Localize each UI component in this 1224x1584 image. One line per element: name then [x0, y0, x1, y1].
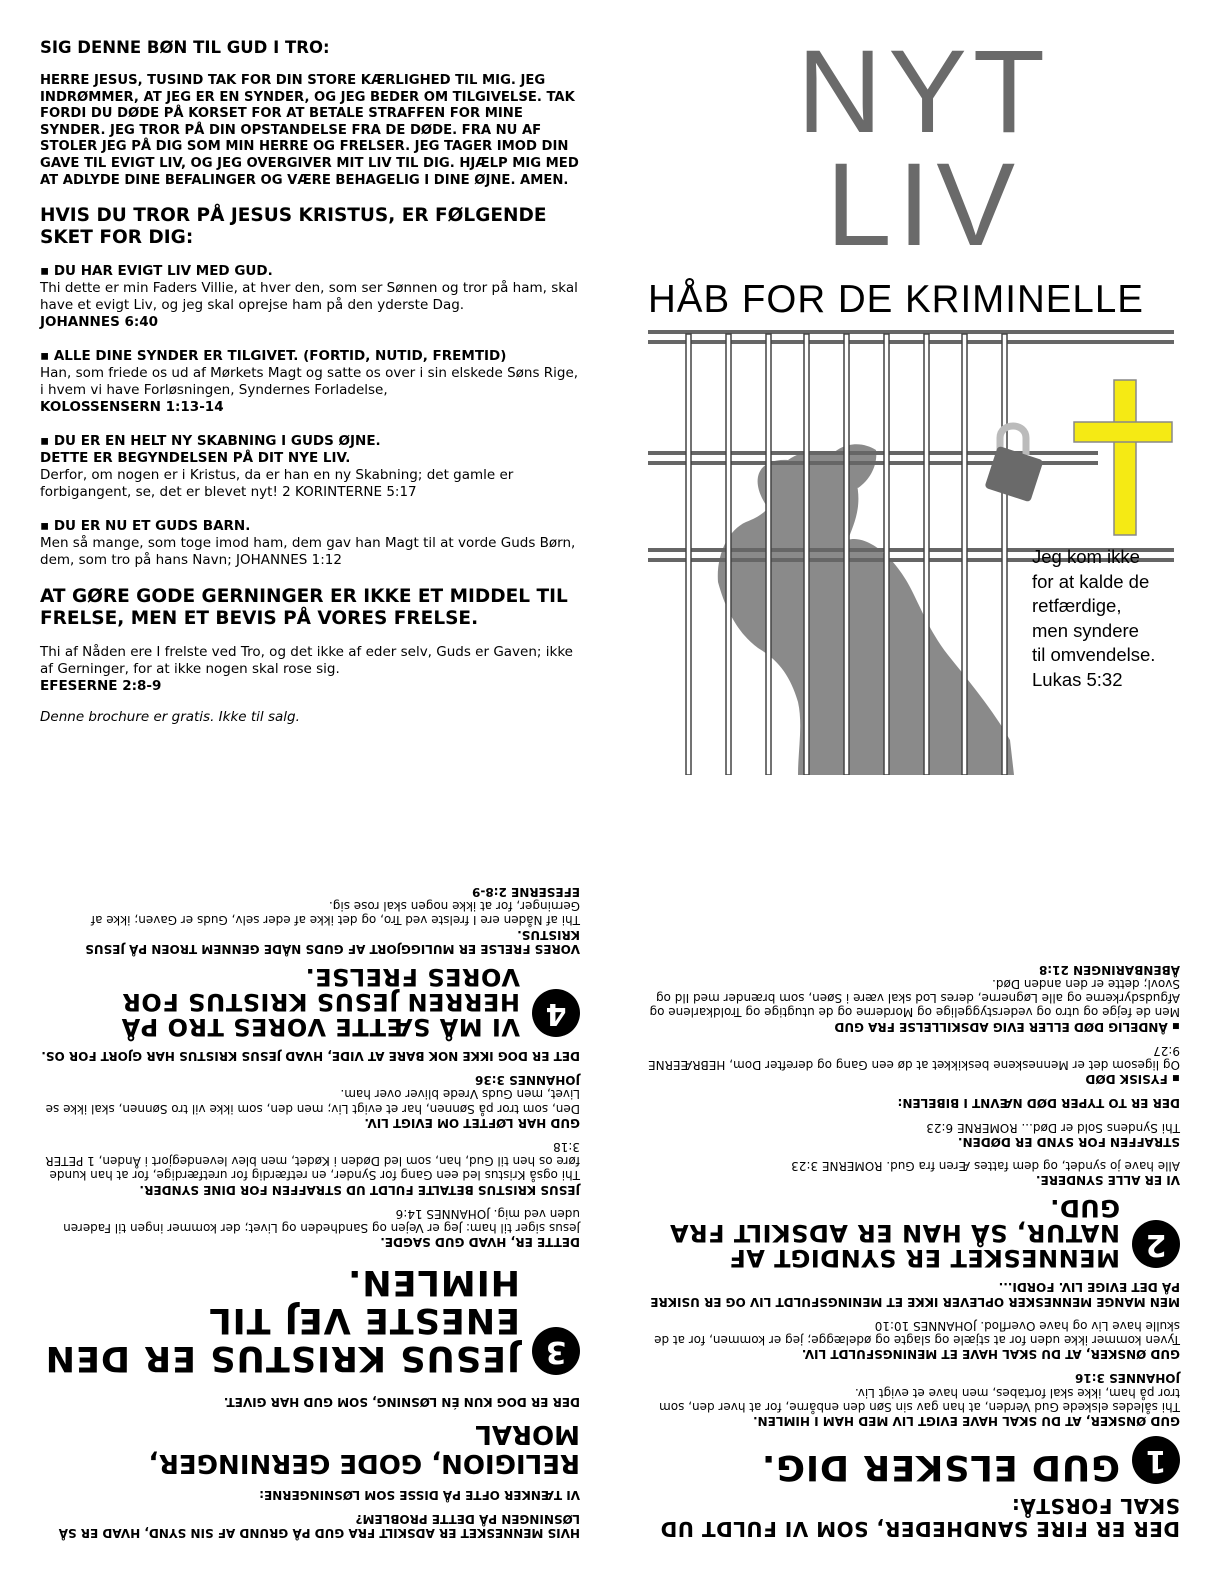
solution-list: RELIGION, GODE GERNINGER, MORAL	[148, 1419, 580, 1479]
section-title: VI MÅ SÆTTE VORES TRO PÅ HERREN JESUS KRISTUS FOR VORES FRELSE.	[121, 962, 520, 1041]
believe-item	[40, 518, 580, 569]
quote-line: til omvendelse.	[1032, 644, 1156, 665]
verse-john-10-10: Tyven kommer ikke uden for at stjæle og slagte og ødelægge; jeg er kommen, for at de skulle have Liv og have Overflod. JOHANNES 10:10	[654, 1318, 1180, 1347]
works-text: Thi af Nåden ere I frelste ved Tro, og det ikke af eder selv, Guds er Gaven; ikke af Gerninger, for at ikke nogen skal rose sig.	[40, 644, 573, 678]
grace-heading: VORES FRELSE ER MULIGGJORT AF GUDS NÅDE GENNEM TROEN PÅ JESUS KRISTUS.	[85, 927, 580, 956]
section-title: MENNESKET ER SYNDIGT AF NATUR, SÅ HAN ER ADSKILT FRA GUD.	[669, 1194, 1120, 1273]
prayer-panel	[40, 38, 580, 725]
believe-item	[40, 433, 580, 501]
panel-solution-upside-down	[40, 805, 580, 1540]
solution-question: HVIS MENNESKET ER ADSKILT FRA GUD PÅ GRUND AF SIN SYND, HVAD ER SÅ LØSNINGEN PÅ DETTE PROBLEM?	[58, 1511, 580, 1540]
section-4	[40, 964, 580, 1039]
solution-think: VI TÆNKER OFTE PÅ DISSE SOM LØSNINGERNE:	[259, 1487, 580, 1502]
prayer-heading: SIG DENNE BØN TIL GUD I TRO:	[40, 38, 330, 57]
believe-item	[40, 348, 580, 416]
verse-1-peter: Thi også Kristus led een Gang for Synder, en retfærdig for uretfærdige, for at han kunde føre os hen til Gud, han, som led Døden i Kødet, men blev levendegjort i Ånden, 1 PETER 3:18	[45, 1139, 580, 1183]
two-deaths: DER ER TO TYPER DØD NÆVNT I BIBELEN:	[897, 1096, 1180, 1111]
verse-john-14-6: Jesus siger til ham: Jeg er Vejen og Sandheden og Livet; der kommer ingen til Faderen uden ved mig. JOHANNES 14:6	[63, 1206, 580, 1235]
verse-ref: JOHANNES 3:36	[475, 1073, 580, 1088]
believe-item-title: ▪ ALLE DINE SYNDER ER TILGIVET. (FORTID, NUTID, FREMTID)	[40, 348, 507, 365]
verse-romans-6-23: Thi Syndens Sold er Død... ROMERNE 6:23	[926, 1120, 1180, 1135]
many-people: MEN MANGE MENNESKER OPLEVER IKKE ET MENINGSFULDT LIV OG ER USIKRE PÅ DET EVIGE LIV. FORDI...	[650, 1280, 1180, 1309]
verse-hebrews: Og ligesom det er Menneskene beskikket at dø een Gang og derefter Dom, HEBRÆERNE 9:27	[648, 1043, 1180, 1072]
meaningful-life: GUD ØNSKER, AT DU SKAL HAVE ET MENINGSFULDT LIV.	[801, 1347, 1180, 1362]
cover-quote	[1032, 545, 1192, 692]
section-title: GUD ELSKER DIG.	[760, 1447, 1120, 1487]
quote-line: men syndere	[1032, 619, 1139, 641]
believe-item-ref: JOHANNES 6:40	[40, 314, 159, 331]
believe-heading: HVIS DU TROR PÅ JESUS KRISTUS, ER FØLGENDE SKET FOR DIG:	[40, 205, 547, 249]
works-heading: AT GØRE GODE GERNINGER ER IKKE ET MIDDEL TIL FRELSE, MEN ET BEVIS PÅ VORES FRELSE.	[40, 586, 568, 630]
god-said: DETTE ER, HVAD GUD SAGDE.	[380, 1235, 580, 1250]
cover-title-line2: LIV	[826, 139, 1022, 271]
solution-only-one: DER ER DOG KUN ÉN LØSNING, SOM GUD HAR GIVET.	[223, 1395, 580, 1410]
quote-line: for at kalde de	[1032, 570, 1150, 592]
section-1	[640, 1436, 1180, 1486]
verse-john-3-36: Den, som tror på Sønnen, har et evigt Liv; men den, som ikke vil tro Sønnen, skal ikke se Livet, men Guds Vrede bliver over ham.	[45, 1087, 580, 1116]
prisoner-figure	[718, 444, 1014, 775]
section-title: JESUS KRISTUS ER DEN ENESTE VEJ TIL HIMLEN.	[44, 1262, 520, 1379]
section-3	[40, 1263, 580, 1377]
believe-item-text: Derfor, om nogen er i Kristus, da er han en ny Skabning; det gamle er forbigangent, se, det er blevet nyt! 2 KORINTERNE 5:17	[40, 467, 514, 501]
panel-truths-upside-down	[640, 850, 1180, 1540]
verse-revelation: Men de fejge og utro og vederstyggelige og Morderne og de utugtige og Troldkarlene og Afgudsdyrkerne og alle Løgnerne, deres Lod skal være i Søen, som brænder med Ild og Svovl; dette er den anden Død.	[649, 976, 1180, 1020]
section-number: 4	[532, 989, 580, 1037]
section-number: 3	[532, 1327, 580, 1375]
cross-icon	[1074, 380, 1172, 535]
prayer-text: HERRE JESUS, TUSIND TAK FOR DIN STORE KÆRLIGHED TIL MIG. JEG INDRØMMER, AT JEG ER EN SYNDER, OG JEG BEDER OM TILGIVELSE. TAK FORDI DU DØDE PÅ KORSET FOR AT BETALE STRAFFEN FOR MINE SYNDER. JEG TROR PÅ DIN OPSTANDELSE FRA DE DØDE. FRA NU AF STOLER JEG PÅ DIG SOM MIN HERRE OG FRELSER. JEG TAGER IMOD DIN GAVE TIL EVIGT LIV, OG JEG OVERGIVER MIT LIV TIL DIG. HJÆLP MIG MED AT ADLYDE DINE BEFALINGER OG VÆRE BEHAGELIG I DINE ØJNE. AMEN.	[40, 73, 579, 188]
physical-death: ▪ FYSISK DØD	[1085, 1072, 1180, 1087]
penalty: STRAFFEN FOR SYND ER DØDEN.	[957, 1134, 1180, 1149]
spiritual-death: ▪ ÅNDELIG DØD ELLER EVIG ADSKILLELSE FRA GUD	[834, 1019, 1180, 1034]
works-ref: EFESERNE 2:8-9	[40, 678, 162, 695]
quote-line: Jeg kom ikke	[1032, 546, 1140, 567]
god-promised: GUD HAR LØFTET OM EVIGT LIV.	[364, 1115, 580, 1130]
not-enough: DET ER DOG IKKE NOK BARE AT VIDE, HVAD JESUS KRISTUS HAR GJORT FOR OS.	[41, 1048, 580, 1063]
jesus-paid: JESUS KRISTUS BETALTE FULDT UD STRAFFEN FOR DINE SYNDER.	[139, 1182, 580, 1197]
truths-intro: DER ER FIRE SANDHEDER, SOM VI FULDT UD SKAL FORSTÅ:	[660, 1494, 1180, 1541]
cover-subtitle: HÅB FOR DE KRIMINELLE	[648, 278, 1144, 321]
verse-romans-3-23: Alle have jo syndet, og dem fattes Æren fra Gud. ROMERNE 3:23	[791, 1158, 1180, 1173]
god-wants: GUD ØNSKER, AT DU SKAL HAVE EVIGT LIV MED HAM I HIMLEN.	[753, 1414, 1180, 1428]
believe-item-text: Han, som friede os ud af Mørkets Magt og satte os over i sin elskede Søns Rige, i hvem vi have Forløsningen, Syndernes Forladelse,	[40, 365, 579, 399]
quote-line: retfærdige,	[1032, 595, 1122, 616]
believe-item	[40, 263, 580, 331]
section-2	[640, 1194, 1180, 1273]
section-number: 1	[1132, 1436, 1180, 1484]
believe-item-ref: KOLOSSENSERN 1:13-14	[40, 399, 224, 416]
believe-item-subtitle: DETTE ER BEGYNDELSEN PÅ DIT NYE LIV.	[40, 450, 351, 467]
verse-john-3-16: Thi således elskede Gud Verden, at han gav sin Søn den enbårne, for at hver den, som tror på ham, ikke skal fortabes, men have et evigt Liv.	[659, 1385, 1180, 1414]
verse-ephesians: Thi af Nåden ere I frelste ved Tro, og det ikke af eder selv, Guds er Gaven; ikke af Gerninger, for at ikke nogen skal rose sig.	[90, 899, 580, 928]
padlock-icon	[984, 426, 1043, 502]
believe-item-text: Men så mange, som toge imod ham, dem gav han Magt til at vorde Guds Børn, dem, som tro på hans Navn; JOHANNES 1:12	[40, 535, 576, 569]
verse-ref: ÅBENBARINGEN 21:8	[1039, 962, 1180, 977]
believe-item-title: ▪ DU ER NU ET GUDS BARN.	[40, 518, 251, 535]
verse-ref: EFESERNE 2:8-9	[472, 884, 580, 899]
believe-item-text: Thi dette er min Faders Villie, at hver den, som ser Sønnen og tror på ham, skal have et evigt Liv, og jeg skal oprejse ham på den yderste Dag.	[40, 280, 578, 314]
all-sinners: VI ER ALLE SYNDERE.	[1035, 1173, 1180, 1188]
believe-item-title: ▪ DU HAR EVIGT LIV MED GUD.	[40, 263, 273, 280]
verse-ref: JOHANNES 3:16	[1075, 1371, 1180, 1386]
believe-item-title: ▪ DU ER EN HELT NY SKABNING I GUDS ØJNE.	[40, 433, 381, 450]
section-number: 2	[1132, 1220, 1180, 1268]
free-note: Denne brochure er gratis. Ikke til salg.	[40, 709, 300, 726]
quote-reference: Lukas 5:32	[1032, 668, 1123, 690]
cover-title-line1: NYT	[797, 26, 1051, 158]
cover-panel	[612, 26, 1212, 760]
